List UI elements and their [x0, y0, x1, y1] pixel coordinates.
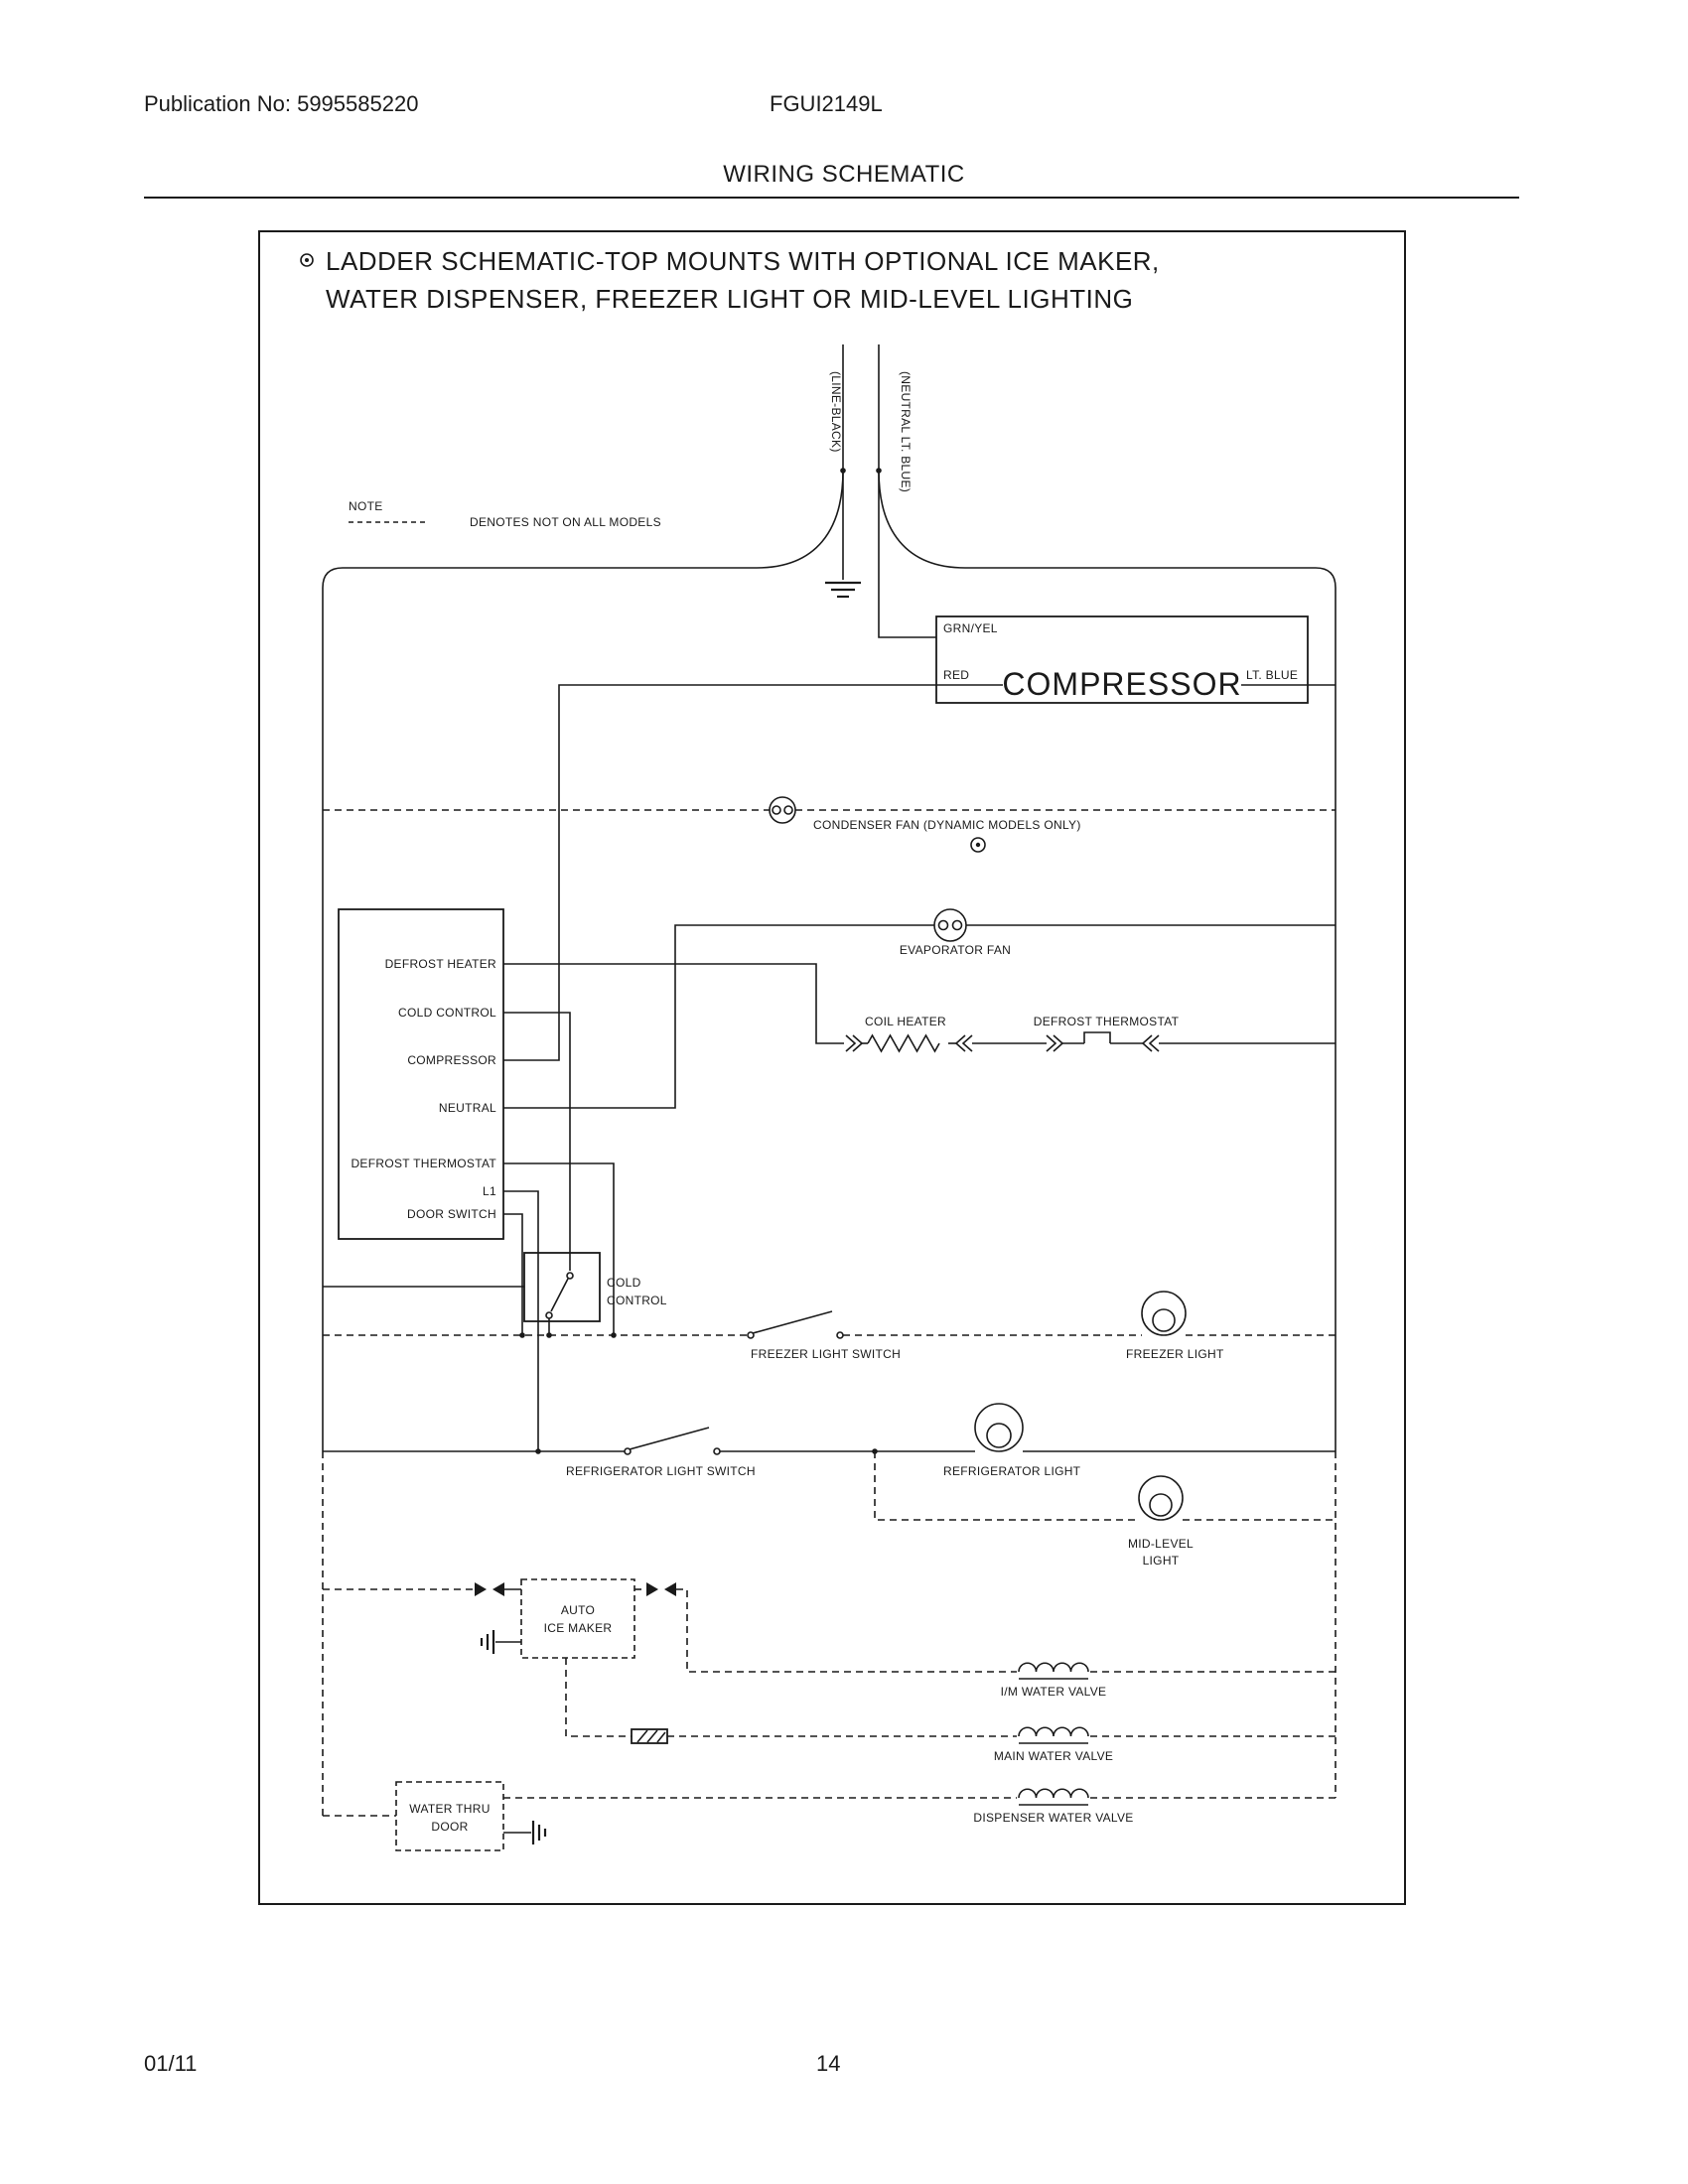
junction-dot [876, 468, 882, 474]
coil-heater-resistor-icon [868, 1035, 939, 1051]
water-thru-door-label-line2: DOOR [431, 1820, 469, 1834]
grn-yel-label: GRN/YEL [943, 621, 998, 635]
ground-dot-icon [971, 838, 985, 852]
switch-terminal [714, 1448, 720, 1454]
refrigerator-light-switch-blade-icon [630, 1428, 709, 1449]
im-water-valve-label: I/M WATER VALVE [1000, 1685, 1107, 1699]
freezer-light-section [323, 1292, 1336, 1361]
connector-icon [846, 1035, 862, 1051]
ground-symbol-icon [482, 1630, 493, 1654]
ice-maker-section [323, 1579, 1017, 1672]
ground-symbol-icon [533, 1821, 545, 1844]
defrost-thermostat-icon [1062, 1032, 1143, 1043]
junction-dot [519, 1332, 525, 1338]
terminal-door-switch: DOOR SWITCH [407, 1207, 496, 1221]
connector-icon [956, 1035, 972, 1051]
junction-dot [840, 468, 846, 474]
ground-symbol-icon [825, 583, 861, 597]
note-legend [349, 499, 661, 529]
schematic-title-line2: WATER DISPENSER, FREEZER LIGHT OR MID-LEVEL LIGHTING [326, 284, 1134, 314]
inline-fuse-icon [632, 1729, 667, 1743]
wire [875, 1451, 1139, 1520]
terminal-neutral: NEUTRAL [438, 1101, 496, 1115]
right-rail-flare [879, 471, 1336, 588]
wire [566, 1658, 632, 1736]
red-wire [503, 685, 1003, 1060]
door-switch-feed-wire [503, 1214, 522, 1335]
main-water-valve-label: MAIN WATER VALVE [993, 1749, 1114, 1763]
main-water-valve-coil-icon [1019, 1727, 1088, 1743]
page-title: WIRING SCHEMATIC [723, 161, 965, 188]
power-supply [323, 344, 1336, 637]
defrost-thermostat-feed-wire [503, 1163, 614, 1335]
midlevel-light-label-line2: LIGHT [1142, 1554, 1180, 1568]
refrigerator-light-label: REFRIGERATOR LIGHT [943, 1464, 1081, 1478]
im-water-valve-coil-icon [1019, 1663, 1088, 1679]
switch-terminal [546, 1312, 552, 1318]
switch-terminal [837, 1332, 843, 1338]
schematic-title-line1: LADDER SCHEMATIC-TOP MOUNTS WITH OPTIONAL ICE MAKER, [326, 246, 1160, 276]
terminal-compressor: COMPRESSOR [407, 1053, 496, 1067]
cold-control-box [524, 1253, 600, 1321]
defrost-circuit-section [503, 964, 1336, 1051]
evaporator-fan-label: EVAPORATOR FAN [899, 943, 1012, 957]
cold-control-section [323, 1253, 667, 1338]
switch-terminal [567, 1273, 573, 1279]
red-label: RED [943, 668, 970, 682]
wiring-schematic-figure [258, 230, 1406, 1905]
refrigerator-light-section [323, 1404, 1336, 1568]
condenser-fan-section [323, 797, 1336, 852]
coil-heater-feed-wire [503, 964, 844, 1043]
water-valve-section [323, 1658, 1336, 1850]
evaporator-fan-section [503, 909, 1336, 1108]
connector-icon [1143, 1035, 1159, 1051]
evaporator-fan-motor-icon [934, 909, 966, 941]
footer-date: 01/11 [144, 2051, 198, 2076]
freezer-light-lamp-icon [1142, 1292, 1186, 1335]
freezer-light-label: FREEZER LIGHT [1126, 1347, 1224, 1361]
line-black-label: (LINE-BLACK) [829, 371, 843, 453]
connector-plug-icon [646, 1582, 658, 1596]
terminal-defrost-heater: DEFROST HEATER [384, 957, 496, 971]
switch-blade-icon [551, 1279, 568, 1311]
ice-maker-label-line2: ICE MAKER [543, 1621, 613, 1635]
terminal-cold-control: COLD CONTROL [398, 1006, 496, 1020]
cold-control-label-line1: COLD [607, 1276, 641, 1290]
schematic-title [301, 246, 1160, 314]
model-number: FGUI2149L [770, 91, 883, 116]
title-divider [144, 197, 1519, 199]
freezer-light-switch-blade-icon [753, 1311, 832, 1333]
dispenser-water-valve-label: DISPENSER WATER VALVE [973, 1811, 1134, 1825]
left-rail-flare [323, 471, 843, 588]
footer-page-number: 14 [816, 2051, 841, 2076]
defrost-thermostat-label: DEFROST THERMOSTAT [1033, 1015, 1180, 1028]
terminal-block-section [339, 909, 617, 1454]
cold-control-feed-wire [503, 1013, 570, 1253]
connector-plug-icon [492, 1582, 504, 1596]
connector-plug-icon [475, 1582, 487, 1596]
connector-plug-icon [664, 1582, 676, 1596]
publication-number: Publication No: 5995585220 [144, 91, 419, 116]
ladder-rails [323, 588, 1336, 1816]
neutral-label: (NEUTRAL LT. BLUE) [899, 371, 913, 493]
water-thru-door-label-line1: WATER THRU [409, 1802, 491, 1816]
condenser-fan-motor-icon [770, 797, 795, 823]
condenser-fan-label: CONDENSER FAN (DYNAMIC MODELS ONLY) [813, 818, 1081, 832]
coil-heater-label: COIL HEATER [865, 1015, 946, 1028]
refrigerator-light-lamp-icon [975, 1404, 1023, 1451]
water-thru-door-box [396, 1782, 503, 1850]
refrigerator-light-switch-label: REFRIGERATOR LIGHT SWITCH [566, 1464, 756, 1478]
wire [676, 1589, 1017, 1672]
lt-blue-label: LT. BLUE [1246, 668, 1299, 682]
compressor-section [503, 616, 1336, 1060]
note-label: NOTE [349, 499, 383, 513]
terminal-l1: L1 [483, 1184, 496, 1198]
terminal-defrost-thermostat: DEFROST THERMOSTAT [351, 1157, 496, 1170]
cold-control-label-line2: CONTROL [607, 1294, 667, 1307]
compressor-label: COMPRESSOR [1002, 666, 1242, 702]
freezer-light-switch-label: FREEZER LIGHT SWITCH [751, 1347, 902, 1361]
dispenser-water-valve-coil-icon [1019, 1789, 1088, 1805]
ice-maker-label-line1: AUTO [560, 1603, 596, 1617]
title-bullet-dot-icon [305, 258, 309, 262]
ice-maker-box [521, 1579, 634, 1658]
connector-icon [1047, 1035, 1062, 1051]
note-text: DENOTES NOT ON ALL MODELS [470, 515, 661, 529]
midlevel-light-lamp-icon [1139, 1476, 1183, 1520]
midlevel-light-label-line1: MID-LEVEL [1127, 1537, 1195, 1551]
